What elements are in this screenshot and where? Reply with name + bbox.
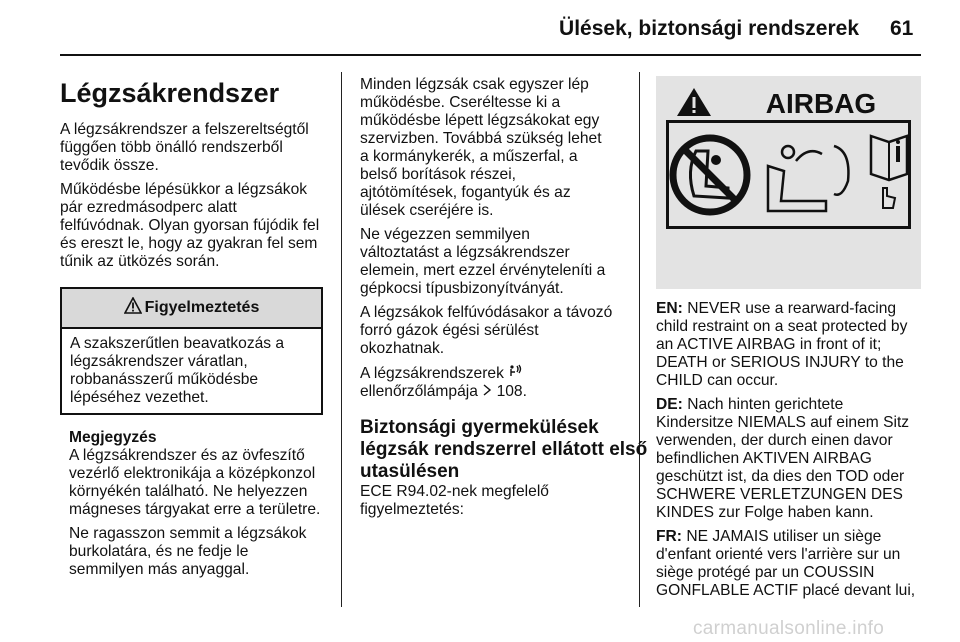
paragraph: Minden légzsák csak egyszer lép működésbe. Cseréltesse ki a működésbe lépett légzsákokat egy szervizben. Továbbá szükség lehet a kormánykerék, a műszerfal, a belső borítások részei, ajtótömítések, fogantyúk és az ülések cseréjére is. [360, 76, 602, 219]
paragraph-en: EN: NEVER use a rearward-facing child restraint on a seat protected by an ACTIVE AIRBAG in front of it; DEATH or SERIOUS INJURY to the CHILD can occur. [656, 300, 908, 389]
language-code: FR: [656, 528, 682, 545]
section-title: Légzsákrendszer [60, 78, 280, 108]
paragraph: A légzsákrendszer a felszereltségtől függően több önálló rendszerből tevődik össze. [60, 121, 309, 174]
subsection-title: Biztonsági gyermekülések légzsák rendszerrel ellátott első utasülésen [360, 417, 648, 482]
paragraph: Ne végezzen semmilyen változtatást a légzsákrendszer elemein, mert ezzel érvényteleníti a gépkocsi típusbizonyítványát. [360, 226, 606, 297]
warning-text: A szakszerűtlen beavatkozás a légzsákrendszer váratlan, robbanásszerű működésbe lépéséhez vezethet. [70, 335, 285, 406]
note-block [60, 429, 325, 579]
paragraph: A légzsákrendszerek ellenőrzőlámpája 108. [360, 365, 527, 400]
column-3 [656, 300, 921, 606]
page-number: 61 [890, 17, 914, 40]
column-divider [639, 72, 640, 607]
paragraph: Működésbe lépésükkor a légzsákok pár ezredmásodperc alatt felfúvódnak. Olyan gyorsan fújódik fel és ereszt le, hogy az gyakran fel sem tűnik az ütközés során. [60, 181, 320, 270]
language-code: DE: [656, 396, 683, 413]
header-rule [60, 54, 921, 56]
column-divider [341, 72, 342, 607]
airbag-warning-light-icon [508, 365, 522, 382]
watermark: carmanualsonline.info [693, 618, 885, 639]
airbag-warning-label [656, 76, 921, 289]
note-title: Megjegyzés [69, 429, 157, 446]
warning-header [62, 289, 321, 329]
page-reference-icon [482, 383, 496, 400]
language-code: EN: [656, 300, 683, 317]
paragraph-de: DE: Nach hinten gerichtete Kindersitze NIEMALS auf einem Sitz verwenden, der durch einen davor befindlichen AKTIVEN AIRBAG geschützt ist, da dies den TOD oder SCHWERE VERLETZUNGEN DES KINDES zur Folge haben kann. [656, 396, 910, 521]
header-title: Ülések, biztonsági rendszerek [559, 17, 859, 40]
warning-box [60, 287, 323, 415]
paragraph: ECE R94.02-nek megfelelő figyelmeztetés: [360, 483, 549, 518]
paragraph-fr: FR: NE JAMAIS utiliser un siège d'enfant orienté vers l'arrière sur un siège protégé par un COUSSIN GONFLABLE ACTIF placé devant lui, [656, 528, 916, 599]
column-1 [60, 72, 325, 585]
warning-triangle-icon [124, 297, 142, 319]
column-2 [360, 76, 648, 525]
note-paragraph: Megjegyzés A légzsákrendszer és az övfeszítő vezérlő elektronikája a középkonzol környékén található. Ne helyezzen mágneses tárgyakat erre a területre. [69, 429, 321, 518]
airbag-label-graphic [656, 76, 921, 289]
page-reference-link[interactable]: 108. [496, 383, 527, 400]
paragraph: A légzsákok felfúvódásakor a távozó forró gázok égési sérülést okozhatnak. [360, 304, 613, 357]
warning-title: Figyelmeztetés [144, 299, 260, 316]
label-title: AIRBAG [765, 88, 877, 119]
note-paragraph: Ne ragasszon semmit a légzsákok burkolatára, és ne fedje le semmilyen más anyaggal. [69, 525, 307, 578]
